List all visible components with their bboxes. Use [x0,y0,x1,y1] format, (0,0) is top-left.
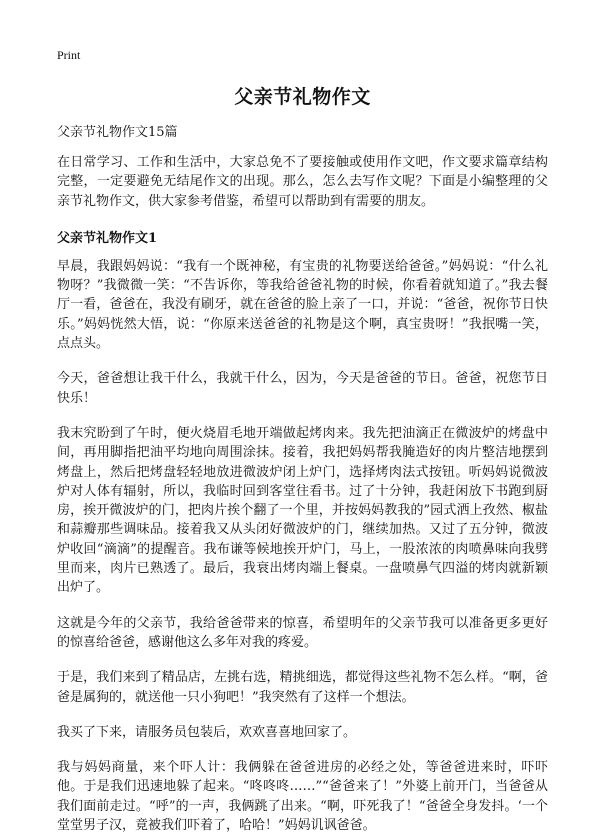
section-heading: 父亲节礼物作文1 [57,230,158,246]
body-paragraph: 我买了下来，请服务员包装后，欢欢喜喜地回家了。 [57,724,357,740]
body-paragraph: 今天，爸爸想让我干什么，我就干什么，因为，今天是爸爸的节日。爸爸，祝您节日快乐！ [57,371,548,406]
intro-paragraph: 在日常学习、工作和生活中，大家总免不了要接触或使用作文吧，作文要求篇章结构完整，一定要避免无结尾作文的出现。那么，怎么去写作文呢？下面是小编整理的父亲节礼物作文，供大家参考借鉴，希望可以帮助到有需要的朋友。 [57,155,548,209]
body-paragraph: 早晨，我跟妈妈说：“我有一个既神秘，有宝贵的礼物要送给爸爸。”妈妈说：“什么礼物呀？”我微微一笑：“不告诉你，等我给爸爸礼物的时候，你看着就知道了。”我去餐厅一看，爸爸在，我没有刷牙，就在爸爸的脸上亲了一口，并说：“爸爸，祝你节日快乐。”妈妈恍然大悟，说：“你原来送爸爸的礼物是这个啊，真宝贵呀！”我抿嘴一笑，点点头。 [57,258,548,352]
body-paragraph: 这就是今年的父亲节，我给爸爸带来的惊喜，希望明年的父亲节我可以准备更多更好的惊喜给爸爸，感谢他这么多年对我的疼爱。 [57,615,548,650]
print-link[interactable]: Print [57,48,81,62]
body-paragraph: 我与妈妈商量，来个吓人计：我俩躲在爸爸进房的必经之处，等爸爸进来时，吓吓他。于是我们迅速地躲了起来。“咚咚咚……”“爸爸来了！”外婆上前开门，当爸爸从我们面前走过。“呼”的一声，我俩跳了出来。“啊，吓死我了！“爸爸全身发抖。‘一个堂堂男子汉，竟被我们吓着了，哈哈！”妈妈讥讽爸爸。 [57,760,548,834]
document-title: 父亲节礼物作文 [234,86,371,108]
body-paragraph: 我末究盼到了午时，便火烧眉毛地开端做起烤肉来。我先把油滴正在微波炉的烤盘中间，再用脚指把油平均地向周围涂抹。接着，我把妈妈帮我腌造好的肉片整洁地摆到烤盘上，然后把烤盘轻轻地放进微波炉闭上炉门，选择烤肉法式按钮。听妈妈说微波炉对人体有辐射，所以，我临时回到客堂往看书。过了十分钟，我赶闲放下书跑到厨房，挨开微波炉的门，把肉片挨个翻了一个里，并按妈妈教我的”园式洒上孜然、椒盐和蒜瓣那些调味品。接着我又从头闭好微波炉的门，继续加热。又过了五分钟，微波炉收回“滴滴”的提醒音。我布谦等候地挨开炉门，马上，一股浓浓的肉喷鼻味向我劈里而来，肉片已熟透了。最后，我衰出烤肉端上餐桌。一盘喷鼻气四溢的烤肉就新颖出炉了。 [57,425,548,596]
document-subtitle: 父亲节礼物作文15篇 [57,125,178,140]
body-paragraph: 于是，我们来到了精品店，左挑右选，精挑细选，都觉得这些礼物不怎么样。“啊，爸爸是属狗的，就送他一只小狗吧！”我突然有了这样一个想法。 [57,670,548,705]
